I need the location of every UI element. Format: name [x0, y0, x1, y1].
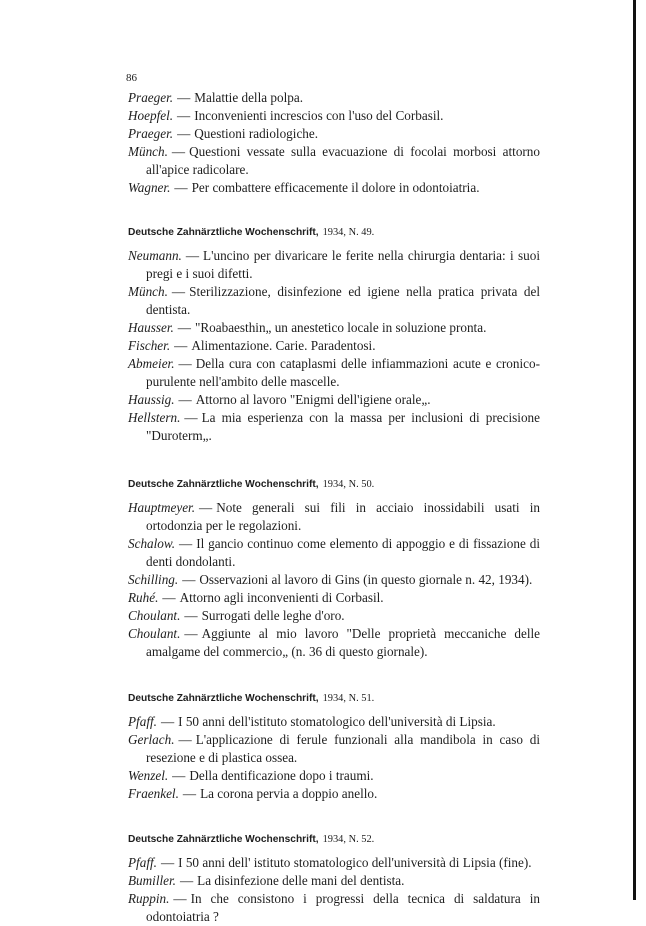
bib-entry [128, 767, 540, 785]
entry-author: Pfaff. [128, 714, 157, 729]
entry-title: I 50 anni dell'istituto stomatologico dell'università di Lipsia. [178, 714, 496, 729]
bib-entry [128, 107, 540, 125]
bib-entry [128, 854, 540, 872]
entry-dash: — [179, 873, 194, 888]
entry-dash: — [178, 732, 192, 747]
journal-name: Deutsche Zahnärztliche Wochenschrift, [128, 834, 319, 845]
entry-dash: — [182, 572, 196, 587]
entry-dash: — [178, 392, 192, 407]
bib-entry [128, 283, 540, 319]
page-edge-shadow [633, 0, 636, 900]
entry-title: Attorno al lavoro "Enigmi dell'igiene orale„. [195, 392, 431, 407]
bib-entry [128, 409, 540, 445]
entry-title: Malattie della polpa. [194, 90, 304, 105]
bib-entry [128, 247, 540, 283]
entry-author: Hoepfel. [128, 108, 174, 123]
entry-author: Ruhé. [128, 590, 159, 605]
bib-entry [128, 499, 540, 535]
journal-heading [128, 224, 540, 241]
entry-title: "Roabaesthin„ un anestetico locale in soluzione pronta. [194, 320, 487, 335]
entry-title: I 50 anni dell' istituto stomatologico dell'università di Lipsia (fine). [178, 855, 532, 870]
section-list [128, 854, 540, 926]
journal-heading [128, 690, 540, 707]
entry-dash: — [177, 108, 191, 123]
entry-dash: — [172, 768, 186, 783]
section-list [128, 499, 540, 661]
entry-author: Choulant. [128, 626, 181, 641]
bib-entry [128, 785, 540, 803]
journal-issue: 1934, N. 51. [322, 693, 375, 704]
bibliography-content [128, 89, 540, 926]
entry-author: Schalow. [128, 536, 176, 551]
entry-title: Sterilizzazione, disinfezione ed igiene nella pratica privata del dentista. [146, 284, 540, 317]
bib-entry [128, 143, 540, 179]
entry-dash: — [160, 714, 175, 729]
entry-dash: — [177, 126, 191, 141]
bib-entry [128, 607, 540, 625]
entry-author: Haussig. [128, 392, 175, 407]
entry-dash: — [162, 590, 176, 605]
bib-entry [128, 337, 540, 355]
entry-title: Il gancio continuo come elemento di appoggio e di fissazione di denti dondolanti. [146, 536, 540, 569]
entry-title: Per combattere efficacemente il dolore in odontoiatria. [191, 180, 480, 195]
entry-author: Abmeier. [128, 356, 175, 371]
bib-entry [128, 391, 540, 409]
bib-entry [128, 571, 540, 589]
journal-issue: 1934, N. 50. [322, 479, 375, 490]
entry-title: La disinfezione delle mani del dentista. [197, 873, 405, 888]
section-list [128, 247, 540, 445]
bib-entry [128, 319, 540, 337]
bib-entry [128, 589, 540, 607]
journal-heading [128, 476, 540, 493]
entry-dash: — [171, 144, 186, 159]
entry-author: Wagner. [128, 180, 171, 195]
bib-entry [128, 713, 540, 731]
intro-list [128, 89, 540, 197]
bib-entry [128, 125, 540, 143]
entry-author: Wenzel. [128, 768, 169, 783]
entry-dash: — [174, 180, 188, 195]
entry-author: Choulant. [128, 608, 181, 623]
section-list [128, 713, 540, 803]
entry-author: Fraenkel. [128, 786, 179, 801]
bib-entry [128, 731, 540, 767]
entry-title: Questioni vessate sulla evacuazione di focolai morbosi attorno all'apice radicolare. [146, 144, 540, 177]
entry-title: Note generali sui fili in acciaio inossidabili usati in ortodonzia per le regolazioni. [146, 500, 540, 533]
entry-author: Pfaff. [128, 855, 157, 870]
journal-name: Deutsche Zahnärztliche Wochenschrift, [128, 227, 319, 238]
journal-issue: 1934, N. 52. [322, 834, 375, 845]
page-number: 86 [126, 72, 137, 84]
entry-title: In che consistono i progressi della tecnica di saldatura in odontoiatria ? [146, 891, 540, 924]
entry-title: La corona pervia a doppio anello. [200, 786, 378, 801]
entry-title: Aggiunte al mio lavoro "Delle proprietà meccaniche delle amalgame del commercio„ (n. 36 di questo giornale). [146, 626, 540, 659]
entry-dash: — [184, 626, 198, 641]
entry-author: Fischer. [128, 338, 171, 353]
entry-author: Ruppin. [128, 891, 170, 906]
entry-title: Alimentazione. Carie. Paradentosi. [191, 338, 376, 353]
entry-dash: — [177, 90, 191, 105]
entry-dash: — [199, 500, 213, 515]
entry-title: Della dentificazione dopo i traumi. [189, 768, 374, 783]
entry-title: Inconvenienti increscios con l'uso del Corbasil. [194, 108, 444, 123]
journal-heading [128, 831, 540, 848]
entry-dash: — [171, 284, 186, 299]
bib-entry [128, 535, 540, 571]
bib-entry [128, 625, 540, 661]
entry-dash: — [173, 891, 187, 906]
entry-author: Bumiller. [128, 873, 176, 888]
entry-title: La mia esperienza con la massa per inclusioni di precisione "Duroterm„. [146, 410, 540, 443]
bib-entry [128, 179, 540, 197]
entry-title: Attorno agli inconvenienti di Corbasil. [179, 590, 384, 605]
bib-entry [128, 890, 540, 926]
entry-title: L'uncino per divaricare le ferite nella chirurgia dentaria: i suoi pregi e i suoi difetti. [146, 248, 540, 281]
entry-title: L'applicazione di ferule funzionali alla mandibola in caso di resezione e di plastica ossea. [146, 732, 540, 765]
entry-author: Hauptmeyer. [128, 500, 196, 515]
journal-name: Deutsche Zahnärztliche Wochenschrift, [128, 693, 319, 704]
entry-title: Osservazioni al lavoro di Gins (in questo giornale n. 42, 1934). [199, 572, 533, 587]
entry-author: Münch. [128, 144, 168, 159]
entry-title: Surrogati delle leghe d'oro. [201, 608, 345, 623]
entry-dash: — [184, 410, 198, 425]
entry-author: Gerlach. [128, 732, 175, 747]
entry-dash: — [177, 320, 191, 335]
entry-dash: — [185, 248, 200, 263]
entry-author: Neumann. [128, 248, 182, 263]
bib-entry [128, 89, 540, 107]
entry-author: Hellstern. [128, 410, 181, 425]
entry-author: Praeger. [128, 90, 174, 105]
bib-entry [128, 872, 540, 890]
entry-author: Praeger. [128, 126, 174, 141]
entry-author: Schilling. [128, 572, 179, 587]
journal-name: Deutsche Zahnärztliche Wochenschrift, [128, 479, 319, 490]
bib-entry [128, 355, 540, 391]
entry-title: Della cura con cataplasmi delle infiammazioni acute e cronico-purulente nell'ambito delle mascelle. [146, 356, 540, 389]
entry-dash: — [182, 786, 197, 801]
entry-dash: — [160, 855, 175, 870]
entry-dash: — [178, 356, 192, 371]
journal-issue: 1934, N. 49. [322, 227, 375, 238]
entry-title: Questioni radiologiche. [194, 126, 319, 141]
entry-author: Münch. [128, 284, 168, 299]
entry-dash: — [174, 338, 188, 353]
entry-dash: — [184, 608, 198, 623]
entry-author: Hausser. [128, 320, 174, 335]
entry-dash: — [179, 536, 193, 551]
